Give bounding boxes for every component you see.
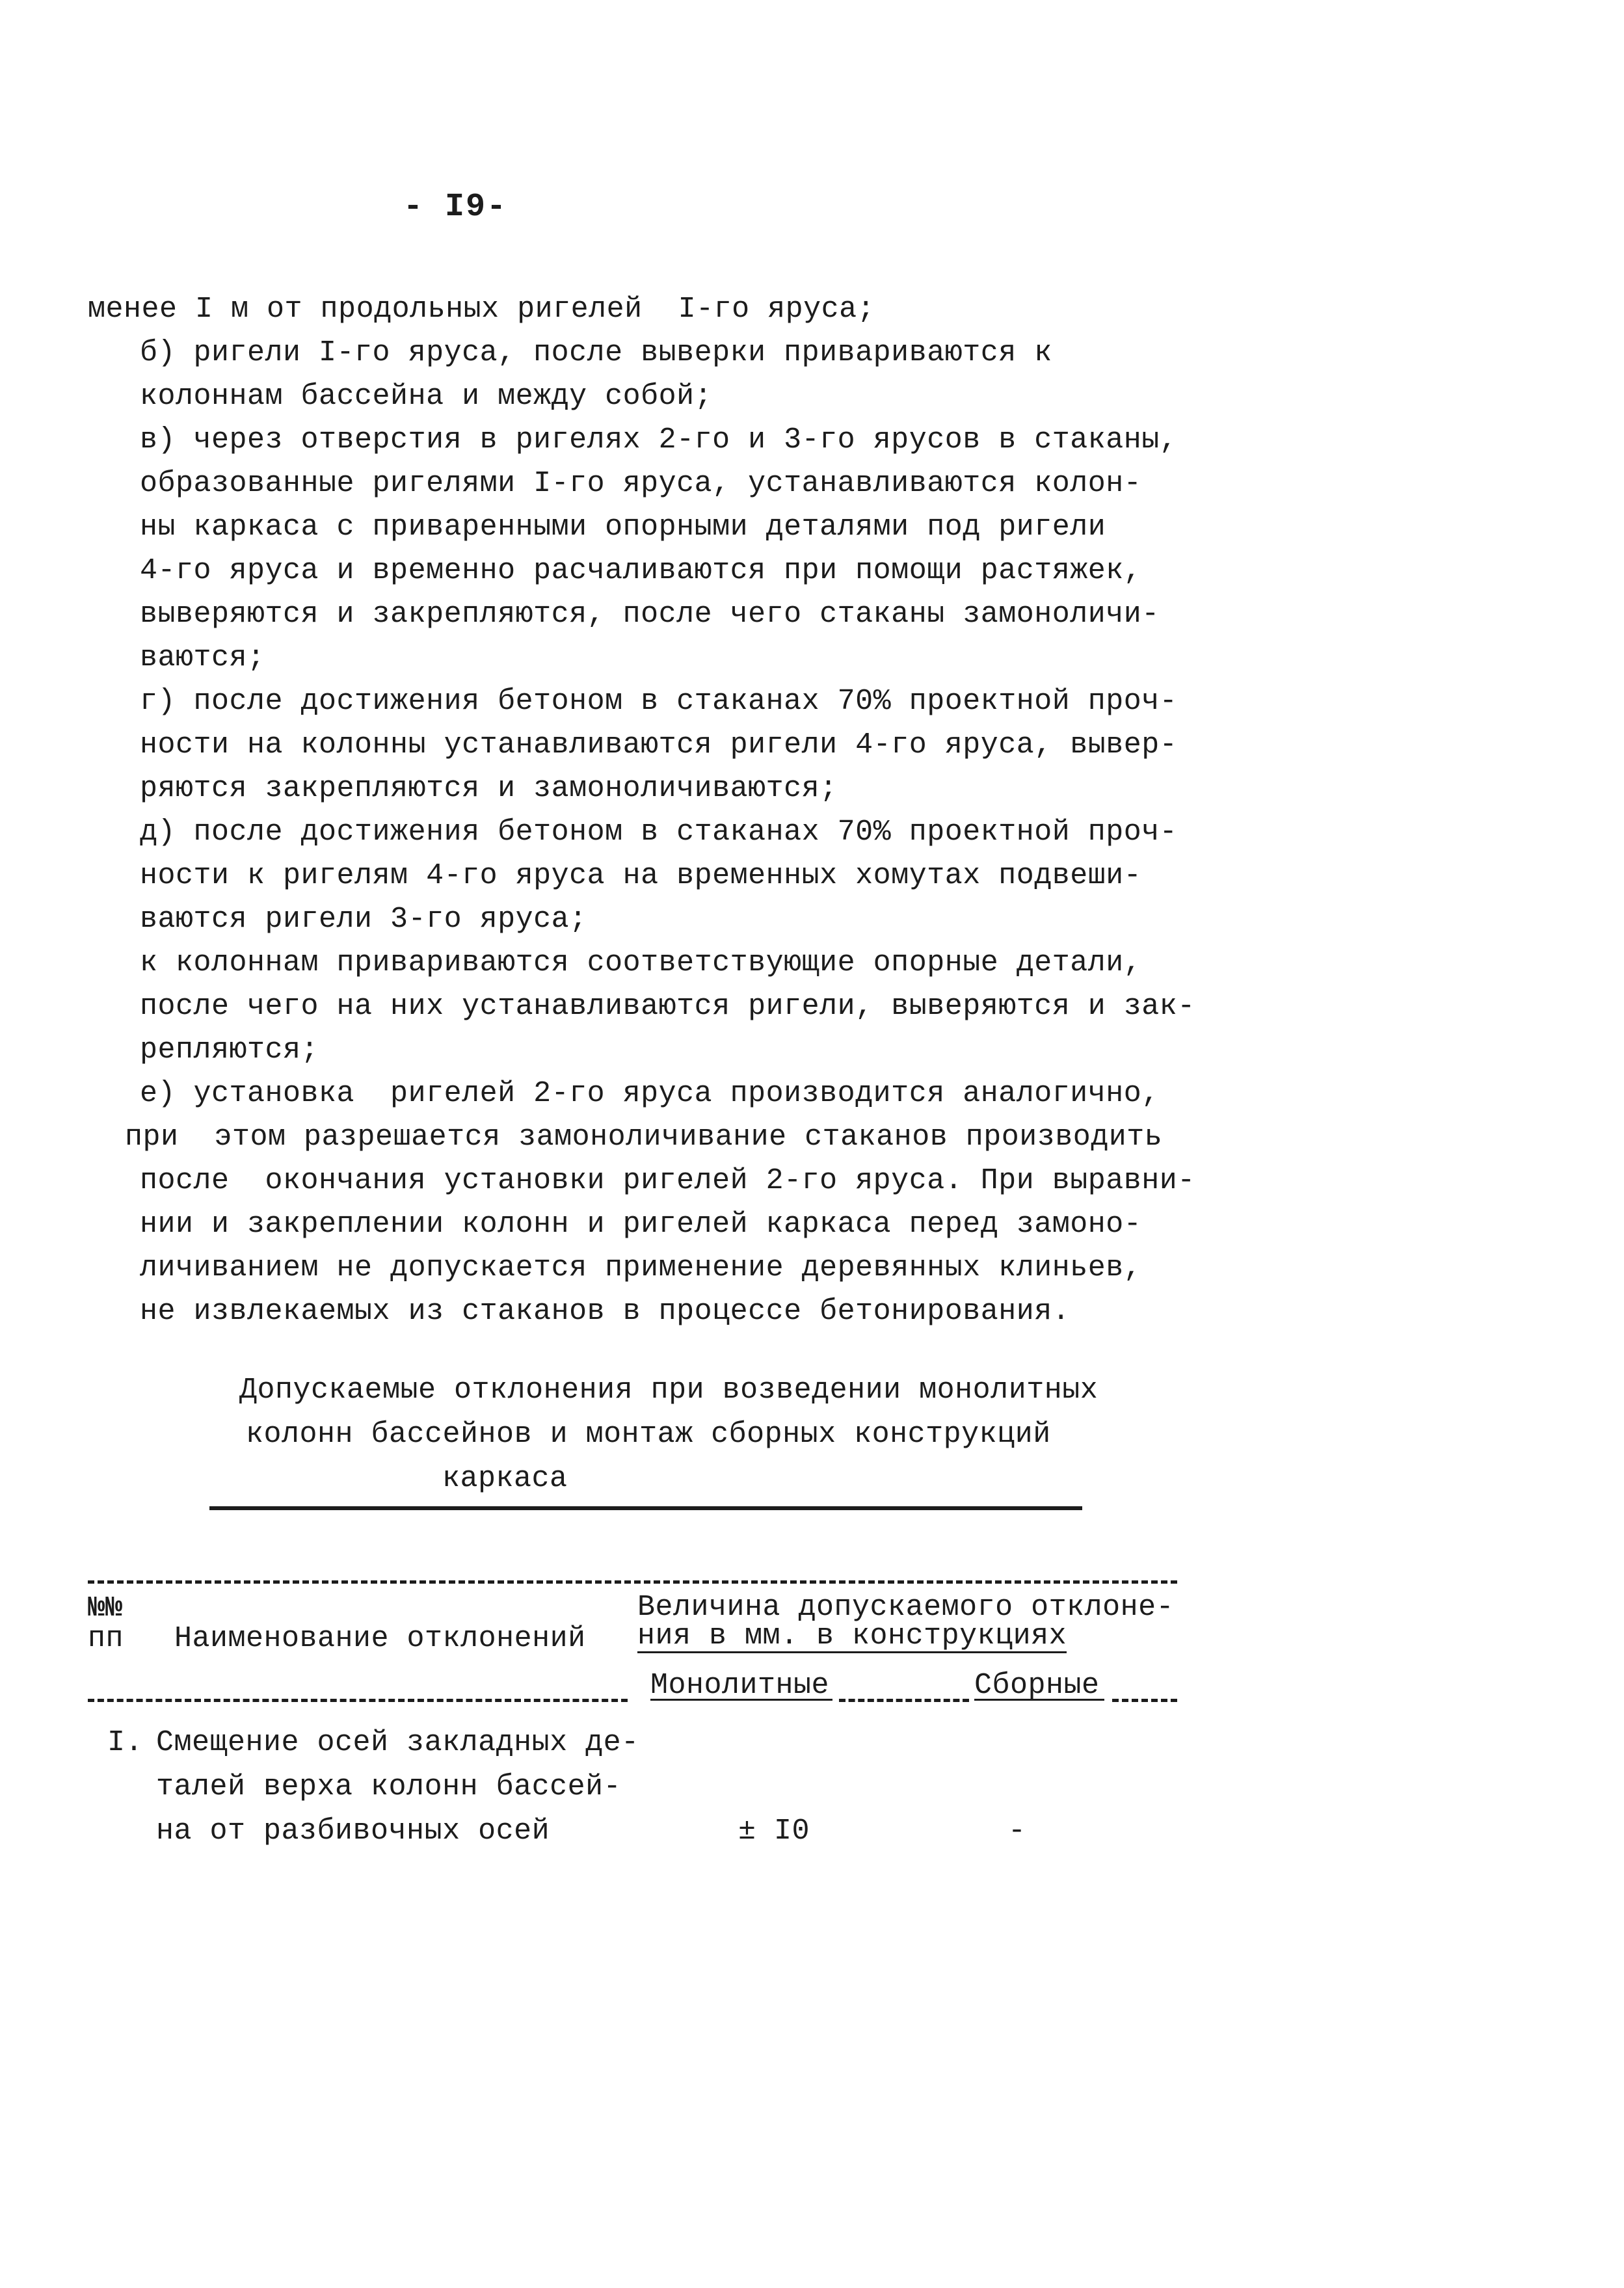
header-monolithic-underline	[650, 1699, 832, 1701]
body-line: колоннам бассейна и между собой;	[140, 380, 713, 413]
row-monolithic-value: ± I0	[738, 1815, 810, 1848]
row-number: I.	[107, 1726, 144, 1759]
header-mid-dashed-rule	[839, 1699, 969, 1702]
body-line: ности к ригелям 4-го яруса на временных хомутах подвеши-	[140, 859, 1142, 892]
body-line: ваются;	[140, 641, 265, 674]
body-line: репляются;	[140, 1033, 319, 1067]
body-line: ряются закрепляются и замоноличиваются;	[140, 772, 838, 805]
header-value-col-line2: ния в мм. в конструкциях	[637, 1619, 1067, 1653]
header-prefab-underline	[974, 1699, 1104, 1701]
row-prefab-value: -	[1008, 1815, 1026, 1848]
page-number: - I9-	[403, 189, 508, 226]
body-line: выверяются и закрепляются, после чего стаканы замоноличи-	[140, 598, 1160, 631]
body-line: ны каркаса с приваренными опорными деталями под ригели	[140, 511, 1106, 544]
body-line: ваются ригели 3-го яруса;	[140, 903, 587, 936]
header-right-dashed-rule	[1112, 1699, 1177, 1702]
body-line: личиванием не допускается применение деревянных клиньев,	[140, 1251, 1142, 1284]
caption-underline	[209, 1506, 1082, 1510]
row-name-line: талей верха колонн бассей-	[156, 1770, 622, 1803]
body-line: 4-го яруса и временно расчаливаются при помощи растяжек,	[140, 554, 1142, 587]
header-value-underline	[637, 1651, 1067, 1653]
body-line: не извлекаемых из стаканов в процессе бетонирования.	[140, 1295, 1071, 1328]
body-line: после чего на них устанавливаются ригели, выверяются и зак-	[140, 990, 1195, 1023]
header-left-dashed-rule	[88, 1699, 628, 1702]
table-caption-line: колонн бассейнов и монтаж сборных конструкций	[246, 1418, 1051, 1451]
body-line: в) через отверстия в ригелях 2-го и 3-го ярусов в стаканы,	[140, 423, 1178, 457]
body-line: е) установка ригелей 2-го яруса производится аналогично,	[140, 1077, 1160, 1110]
body-line: при этом разрешается замоноличивание стаканов производить	[125, 1121, 1163, 1154]
body-line: после окончания установки ригелей 2-го яруса. При выравни-	[140, 1164, 1195, 1197]
body-line: ности на колонны устанавливаются ригели 4-го яруса, вывер-	[140, 728, 1178, 762]
body-line: к колоннам привариваются соответствующие опорные детали,	[140, 946, 1142, 979]
body-line: менее I м от продольных ригелей I-го яруса;	[88, 293, 875, 326]
row-name-line: на от разбивочных осей	[156, 1815, 550, 1848]
table-caption-line: Допускаемые отклонения при возведении монолитных	[239, 1374, 1098, 1407]
body-line: г) после достижения бетоном в стаканах 70% проектной проч-	[140, 685, 1178, 718]
table-top-rule	[88, 1580, 1177, 1584]
header-monolithic: Монолитные	[650, 1669, 830, 1702]
table-caption-line: каркаса	[442, 1462, 568, 1495]
body-line: д) после достижения бетоном в стаканах 70% проектной проч-	[140, 816, 1178, 849]
header-value-col-line1: Величина допускаемого отклоне-	[637, 1591, 1175, 1624]
header-prefab: Сборные	[974, 1669, 1100, 1702]
header-num-col-sub: пп	[88, 1622, 124, 1655]
header-name-col: Наименование отклонений	[174, 1622, 586, 1655]
row-name-line: Смещение осей закладных де-	[156, 1726, 639, 1759]
body-line: б) ригели I-го яруса, после выверки привариваются к	[140, 336, 1052, 369]
body-line: нии и закреплении колонн и ригелей каркаса перед замоно-	[140, 1208, 1142, 1241]
body-line: образованные ригелями I-го яруса, устанавливаются колон-	[140, 467, 1142, 500]
header-num-col: №№	[88, 1592, 123, 1625]
